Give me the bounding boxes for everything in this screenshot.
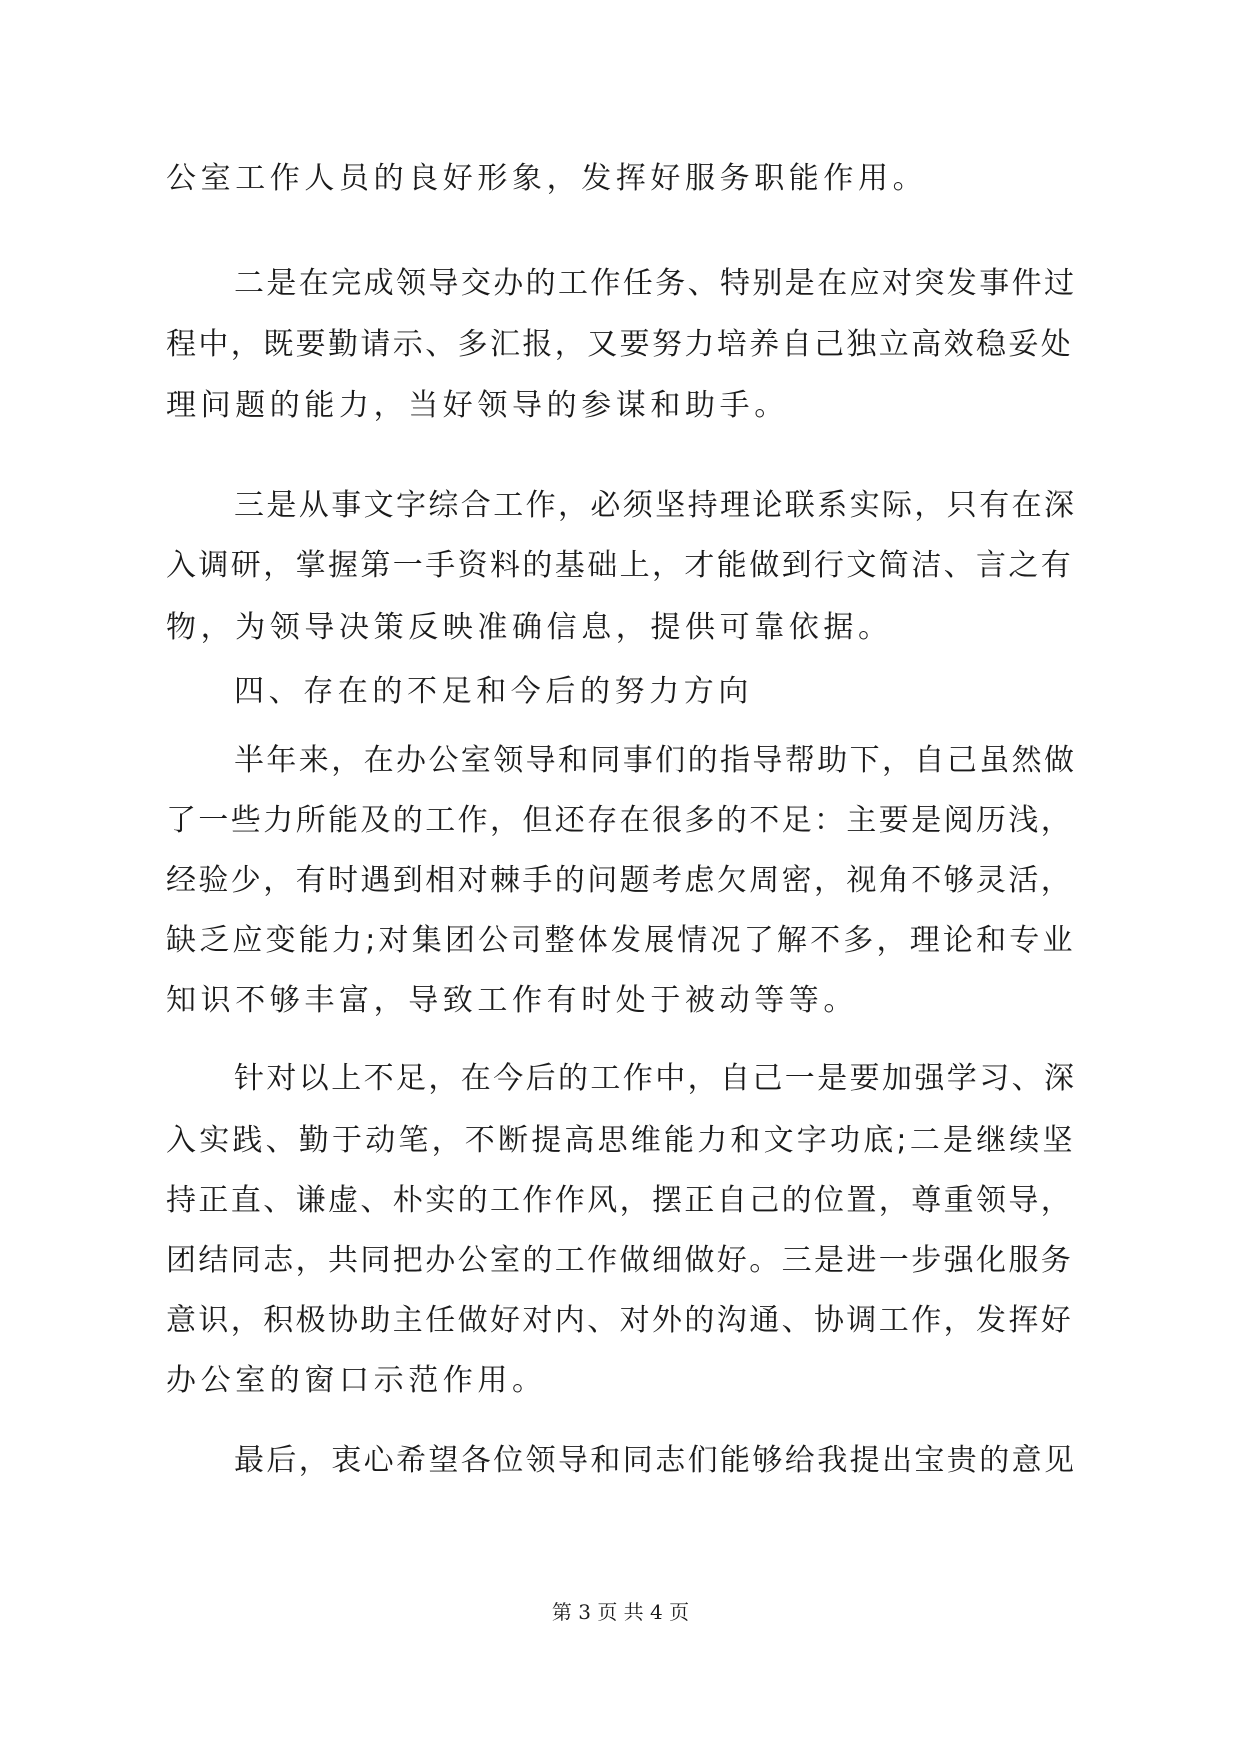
page-number-footer: 第 3 页 共 4 页: [551, 1600, 690, 1624]
text-line: 意识，积极协助主任做好对内、对外的沟通、协调工作，发挥好: [166, 1303, 1074, 1338]
text-line: 物，为领导决策反映准确信息，提供可靠依据。: [166, 610, 893, 645]
section-heading: 四、存在的不足和今后的努力方向: [234, 674, 753, 709]
text-line: 知识不够丰富，导致工作有时处于被动等等。: [166, 983, 858, 1018]
text-line: 公室工作人员的良好形象，发挥好服务职能作用。: [166, 161, 928, 196]
text-line: 最后，衷心希望各位领导和同志们能够给我提出宝贵的意见: [234, 1443, 1077, 1478]
text-line: 入调研，掌握第一手资料的基础上，才能做到行文简洁、言之有: [166, 548, 1074, 583]
text-line: 缺乏应变能力;对集团公司整体发展情况了解不多，理论和专业: [166, 923, 1076, 958]
text-line: 二是在完成领导交办的工作任务、特别是在应对突发事件过: [234, 266, 1077, 301]
text-line: 团结同志，共同把办公室的工作做细做好。三是进一步强化服务: [166, 1243, 1074, 1278]
text-line: 针对以上不足，在今后的工作中，自己一是要加强学习、深: [234, 1061, 1077, 1096]
text-line: 入实践、勤于动笔，不断提高思维能力和文字功底;二是继续坚: [166, 1123, 1076, 1158]
text-line: 经验少，有时遇到相对棘手的问题考虑欠周密，视角不够灵活，: [166, 863, 1074, 898]
text-line: 了一些力所能及的工作，但还存在很多的不足：主要是阅历浅，: [166, 803, 1074, 838]
text-line: 程中，既要勤请示、多汇报，又要努力培养自己独立高效稳妥处: [166, 327, 1074, 362]
text-line: 半年来，在办公室领导和同事们的指导帮助下，自己虽然做: [234, 743, 1077, 778]
text-line: 办公室的窗口示范作用。: [166, 1363, 547, 1398]
text-line: 三是从事文字综合工作，必须坚持理论联系实际，只有在深: [234, 488, 1077, 523]
text-line: 持正直、谦虚、朴实的工作作风，摆正自己的位置，尊重领导，: [166, 1183, 1074, 1218]
text-line: 理问题的能力，当好领导的参谋和助手。: [166, 388, 789, 423]
